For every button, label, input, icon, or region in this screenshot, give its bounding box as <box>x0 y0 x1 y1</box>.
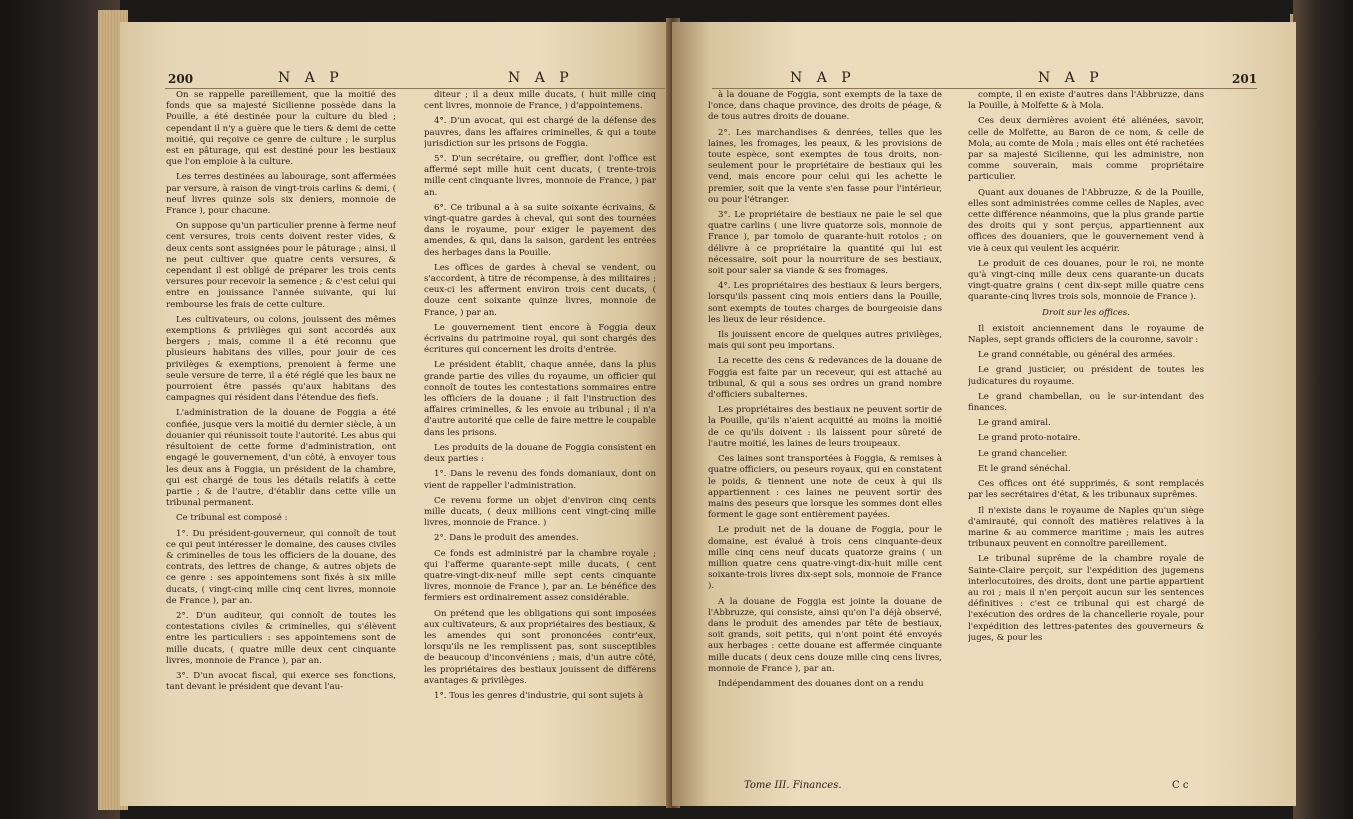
paragraph: 3°. D'un avocat fiscal, qui exerce ses fonctions, tant devant le président que devant l'au- <box>166 670 396 693</box>
paragraph: Ces offices ont été supprimés, & sont remplacés par les secrétaires d'état, & les tribunaux suprêmes. <box>968 479 1204 501</box>
paragraph: L'administration de la douane de Foggia a été confiée, jusque vers la moitié du dernier siècle, à un douanier qui réunissoit toute l'autorité. Les abus qui résultoient de cette forme d'administration, ont engagé le gouvernement, d'un côté, à envoyer tous les deux ans à Foggia, un président de la chambre, qui est chargé de tous les détails relatifs à cette partie ; & de l'autre, d'établir dans cette ville un tribunal permanent. <box>166 408 396 509</box>
paragraph: à la douane de Foggia, sont exempts de la taxe de l'once, dans chaque province, des droits de péage, & de tous autres droits de douane. <box>708 90 942 123</box>
paragraph: 1°. Dans le revenu des fonds domaniaux, dont on vient de rappeller l'administration. <box>424 469 656 491</box>
paragraph: compte, il en existe d'autres dans l'Abbruzze, dans la Pouille, à Molfette & à Mola. <box>968 90 1204 112</box>
right-page <box>672 22 1296 806</box>
section-title: Droit sur les offices. <box>1042 307 1130 318</box>
paragraph: Ces deux dernières avoient été aliénées, savoir, celle de Molfette, au Baron de ce nom, & celle de Mola, au comte de Mola ; mais elles ont été rachetées par sa majesté Sicilienne, qui les administre, non comme souverain, mais comme propriétaire particulier. <box>968 116 1204 183</box>
paragraph: 4°. D'un avocat, qui est chargé de la défense des pauvres, dans les affaires criminelles, & qui a toute jurisdiction sur les prisons de Foggia. <box>424 116 656 149</box>
paragraph: Le grand chancelier. <box>978 448 1068 459</box>
paragraph: 2°. D'un auditeur, qui connoît de toutes les contestations civiles & criminelles, qui s'élèvent entre les particuliers : ses appointemens sont de mille ducats, ( quatre mille deux cent cinquante livres, monnoie de France ), par an. <box>166 610 396 666</box>
running-head-left-b: N A P <box>508 70 574 86</box>
paragraph: Les produits de la douane de Foggia consistent en deux parties : <box>424 442 656 465</box>
paragraph: 1°. Tous les genres d'industrie, qui sont sujets à <box>434 690 644 701</box>
paragraph: 4°. Les propriétaires des bestiaux & leurs bergers, lorsqu'ils passent cinq mois entiers dans la Pouille, sont exempts de toutes charges de bourgeoisie dans les lieux de leur résidence. <box>708 281 942 325</box>
paragraph: On suppose qu'un particulier prenne à ferme neuf cent versures, trois cents doivent rester vides, & deux cents sont assignées pour le pâturage ; ainsi, il ne peut cultiver que quatre cents versures, & cependant il est obligé de préparer les trois cents versures pour recevoir la semence ; & c'est celui qui entre en jouissance l'année suivante, qui lui rembourse les frais de cette culture. <box>166 221 396 310</box>
paragraph: 2°. Les marchandises & denrées, telles que les laines, les fromages, les peaux, & les provisions de toute espèce, sont exemptes de tous droits, non-seulement pour le propriétaire de bestiaux qui les vend, mais encore pour celui qui les achette le premier, soit que la vente s'en fasse pour l'intérieur, ou pour l'étranger. <box>708 127 942 205</box>
paragraph: 2°. Dans le produit des amendes. <box>434 533 579 544</box>
paragraph: 1°. Du président-gouverneur, qui connoît de tout ce qui peut intéresser le domaine, des causes civiles & criminelles de tous les officiers de la douane, des contrats, des lettres de change, & autres objets de ce genre : ses appointemens sont fixés à six mille ducats, ( vingt-cinq mille cinq cent livres, monnoie de France ), par an. <box>166 528 396 606</box>
book-cover-right <box>1293 0 1353 819</box>
paragraph: A la douane de Foggia est jointe la douane de l'Abbruzze, qui consiste, ainsi qu'on l'a déjà observé, dans le produit des amendes par tête de bestiaux, soit grands, soit petits, qui n'ont point été envoyés aux herbages : cette douane est affermée cinquante mille ducats ( deux cens douze mille cinq cens livres, monnoie de France ), par an. <box>708 596 942 674</box>
paragraph: Et le grand sénéchal. <box>978 463 1071 474</box>
paragraph: diteur ; il a deux mille ducats, ( huit mille cinq cent livres, monnoie de France, ) d'appointemens. <box>424 90 656 112</box>
paragraph: 5°. D'un secrétaire, ou greffier, dont l'office est affermé sept mille huit cent ducats, ( trente-trois mille cent cinquante livres, monnoie de France, ) par an. <box>424 154 656 198</box>
page-number-left: 200 <box>168 72 194 86</box>
volume-footer: Tome III. Finances. <box>744 780 842 791</box>
paragraph: Le produit de ces douanes, pour le roi, ne monte qu'à vingt-cinq mille deux cens quarante-un ducats vingt-quatre grains ( cent dix-sept mille quatre cens quarante-cinq livres trois sols, monnoie de France ). <box>968 258 1204 303</box>
paragraph: Le grand proto-notaire. <box>978 433 1081 444</box>
paragraph: La recette des cens & redevances de la douane de Foggia est faite par un receveur, qui est attaché au tribunal, & qui a sous ses ordres un grand nombre d'officiers subalternes. <box>708 356 942 401</box>
paragraph: Il existoit anciennement dans le royaume de Naples, sept grands officiers de la couronne, savoir : <box>968 323 1204 346</box>
paragraph: Le grand connétable, ou général des armées. <box>978 350 1176 361</box>
paragraph: Les cultivateurs, ou colons, jouissent des mêmes exemptions & privilèges qui sont accordés aux bergers ; mais, comme il a été reconnu que plusieurs habitans des villes, pour jouir de ces privilèges & exemptions, prenoient à ferme une seule versure de terre, il a été réglé que les baux ne pourroient être passés qu'aux habitans des campagnes qui résident dans l'étendue des fiefs. <box>166 314 396 404</box>
paragraph: Le gouvernement tient encore à Foggia deux écrivains du patrimoine royal, qui sont chargés des écritures qui concernent les droits d'entrée. <box>424 322 656 356</box>
paragraph: Ce fonds est administré par la chambre royale ; qui l'afferme quarante-sept mille ducats, ( cent quatre-vingt-dix-neuf mille sept cents cinquante livres, monnoie de France ), par an. Le bénéfice des fermiers est ordinairement assez considérable. <box>424 548 656 604</box>
running-head-left-a: N A P <box>278 70 344 86</box>
right-page-column-a <box>708 90 942 780</box>
head-rule-right <box>712 88 1257 89</box>
paragraph: Le président établit, chaque année, dans la plus grande partie des villes du royaume, un officier qui connoît de toutes les contestations sommaires entre les officiers de la douane ; il fait l'instruction des affaires criminelles, & les envoie au tribunal ; il n'a d'autre autorité que celle de faire mettre le coupable dans les prisons. <box>424 360 656 438</box>
paragraph: Ce revenu forme un objet d'environ cinq cents mille ducats, ( deux millions cent vingt-cinq mille livres, monnoie de France. ) <box>424 495 656 529</box>
paragraph: Ces laines sont transportées à Foggia, & remises à quatre officiers, ou peseurs royaux, qui en constatent le poids, & tiennent une note de ceux à qui ils appartiennent : ces laines ne peuvent sortir des mains des peseurs que lorsque les sommes dont elles forment le gage sont entièrement payées. <box>708 454 942 521</box>
paragraph: On prétend que les obligations qui sont imposées aux cultivateurs, & aux propriétaires des bestiaux, & les amendes qui sont prononcées contr'eux, lorsqu'ils ne les remplissent pas, sont susceptibles de beaucoup d'inconvéniens ; mais, d'un autre côté, les propriétaires des bestiaux jouissent de différens avantages & privilèges. <box>424 608 656 686</box>
right-page-column-b <box>968 90 1204 770</box>
paragraph: Ils jouissent encore de quelques autres privilèges, mais qui sont peu importans. <box>708 330 942 352</box>
paragraph: On se rappelle pareillement, que la moitié des fonds que sa majesté Sicilienne possède dans la Pouille, a été destinée pour la culture du bled ; cependant il n'y a guère que le tiers & demi de cette moitié, qui reçoive ce genre de culture ; le surplus est en pâturage, qui est destiné pour les bestiaux que l'on emploie à la culture. <box>166 90 396 168</box>
paragraph: Quant aux douanes de l'Abbruzze, & de la Pouille, elles sont administrées comme celles de Naples, avec cette différence néanmoins, que la plus grande partie des droits qui y sont perçus, appartiennent aux offices des douaniers, que le gouvernement vend à vie à ceux qui veulent les acquérir. <box>968 187 1204 254</box>
running-head-right-a: N A P <box>790 70 856 86</box>
paragraph: Le grand justicier, ou président de toutes les judicatures du royaume. <box>968 365 1204 387</box>
left-page <box>120 22 680 806</box>
paragraph: Les offices de gardes à cheval se vendent, ou s'accordent, à titre de récompense, à des militaires ; ceux-ci les afferment environ trois cent ducats, ( douze cent soixante quinze livres, monnoie de France, ) par an. <box>424 262 656 318</box>
paragraph: 6°. Ce tribunal a à sa suite soixante écrivains, & vingt-quatre gardes à cheval, qui sont des tournées dans le royaume, pour exiger le payement des amendes, & qui, dans la saison, gardent les entrées des herbages dans la Pouille. <box>424 202 656 258</box>
head-rule-left <box>165 88 665 89</box>
left-page-column-a <box>166 90 396 804</box>
running-head-right-b: N A P <box>1038 70 1104 86</box>
paragraph: 3°. Le propriétaire de bestiaux ne paie le sel que quatre carlins ( une livre quatorze sols, monnoie de France ), par tomolo de quarante-huit rotolos ; on délivre à ce propriétaire la quantité qui lui est nécessaire, soit pour la nourriture de ses bestiaux, soit pour saler sa viande & ses fromages. <box>708 210 942 277</box>
paragraph: Le produit net de la douane de Foggia, pour le domaine, est évalué à trois cens cinquante-deux mille cinq cens neuf ducats quatorze grains ( un million quatre cens quatre-vingt-dix-huit mille cent soixante-trois livres dix-sept sols, monnoie de France ). <box>708 525 942 592</box>
left-page-column-b <box>424 90 656 804</box>
paragraph: Il n'existe dans le royaume de Naples qu'un siège d'amirauté, qui connoît des matières relatives à la marine & au commerce maritime ; mais les autres tribunaux peuvent en connoître pareillement. <box>968 505 1204 550</box>
paragraph: Les propriétaires des bestiaux ne peuvent sortir de la Pouille, qu'ils n'aient acquitté au moins la moitié de ce qu'ils doivent : ils laissent pour sûreté de l'autre moitié, les laines de leurs troupeaux. <box>708 405 942 449</box>
paragraph: Les terres destinées au labourage, sont affermées par versure, à raison de vingt-trois carlins & demi, ( neuf livres quinze sols six deniers, monnoie de France ), pour chacune. <box>166 172 396 217</box>
paragraph: Indépendamment des douanes dont on a rendu <box>718 678 924 689</box>
signature-mark: C c <box>1172 780 1189 791</box>
paragraph: Le grand amiral. <box>978 418 1051 429</box>
paragraph: Le grand chambellan, ou le sur-intendant des finances. <box>968 391 1204 414</box>
paragraph: Le tribunal suprême de la chambre royale de Sainte-Claire perçoit, sur l'expédition des jugemens interlocutoires, des droits, dont une partie appartient au roi ; mais il n'en perçoit aucun sur les sentences définitives : c'est ce tribunal qui est chargé de l'exécution des ordres de la chancellerie royale, pour l'expédition des lettres-patentes des gouverneurs & juges, & pour les <box>968 554 1204 643</box>
paragraph: Ce tribunal est composé : <box>176 513 288 524</box>
page-number-right: 201 <box>1232 72 1258 86</box>
